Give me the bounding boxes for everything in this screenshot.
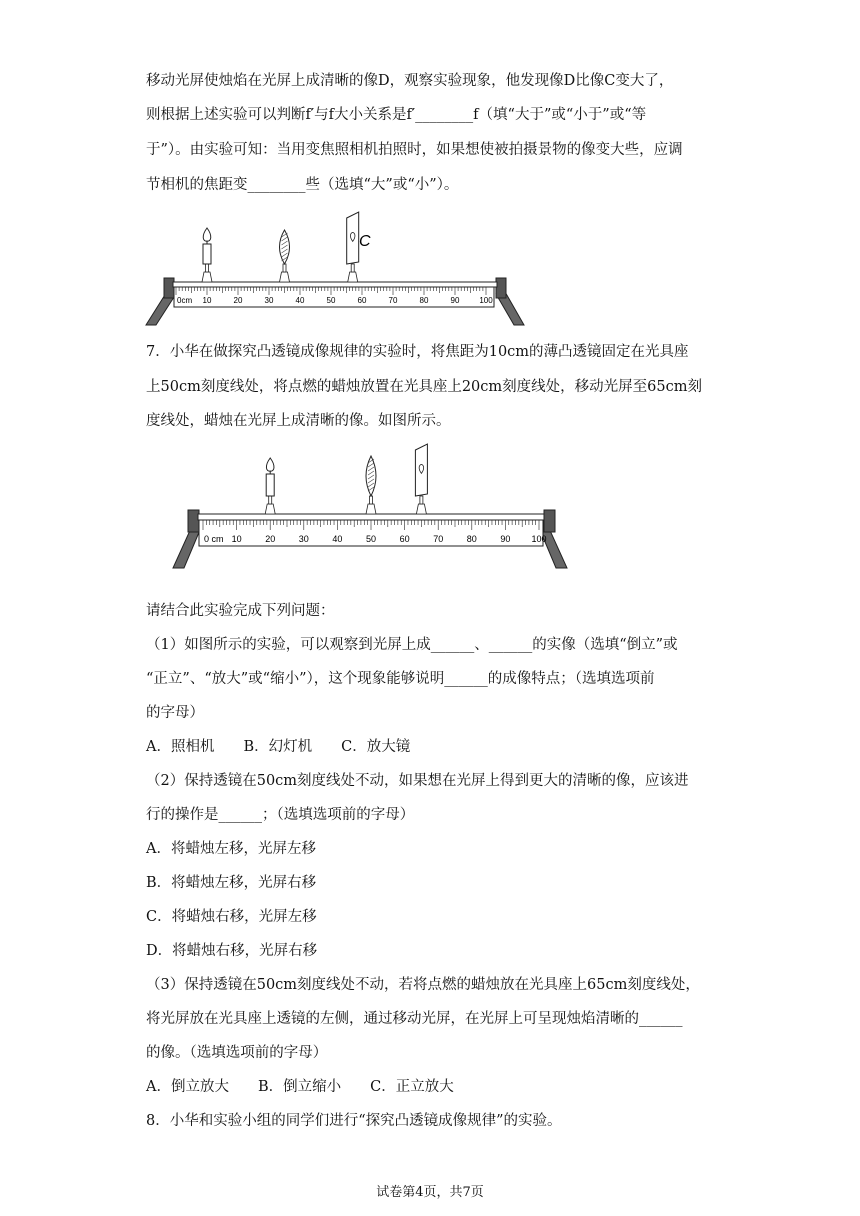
- answer-options: A．照相机 B．幻灯机 C．放大镜: [146, 739, 411, 755]
- holder-stem: [283, 264, 286, 272]
- text-line: 的像。（选填选项前的字母）: [146, 1045, 328, 1061]
- candle: [266, 474, 274, 496]
- holder-base: [366, 504, 376, 514]
- answer-option-b: B．将蜡烛左移，光屏右移: [146, 875, 317, 891]
- ruler-tick-label: 20: [265, 534, 276, 544]
- ruler-tick-label: 90: [450, 296, 460, 305]
- candle: [203, 244, 211, 264]
- ruler-tick-label: 50: [326, 296, 336, 305]
- holder-base: [265, 504, 275, 514]
- optical-bench-figure-1: [140, 210, 530, 335]
- question-7-line: 度线处，蜡烛在光屏上成清晰的像。如图所示。: [146, 413, 451, 429]
- question-8-line: 8．小华和实验小组的同学们进行“探究凸透镜成像规律”的实验。: [146, 1113, 562, 1129]
- holder-stem: [420, 496, 423, 504]
- answer-option-a: A．将蜡烛左移，光屏左移: [146, 841, 316, 857]
- page-footer: 试卷第4页，共7页: [376, 1185, 484, 1200]
- holder-stem: [206, 264, 209, 272]
- text-line: 请结合此实验完成下列问题：: [146, 603, 335, 619]
- text-line: 于”）。由实验可知：当用变焦照相机拍照时，如果想使被拍摄景物的像变大些，应调: [146, 142, 683, 158]
- ruler-tick-label: 50: [365, 534, 377, 544]
- text-line: 则根据上述实验可以判断f′与f大小关系是f′________f（填“大于”或“小于”或“等: [146, 107, 647, 123]
- text-line: 的字母）: [146, 705, 204, 721]
- text-line: （1）如图所示的实验，可以观察到光屏上成______、______的实像（选填“倒立”或: [146, 637, 678, 653]
- ruler-tick-label: 70: [433, 534, 444, 544]
- answer-option-c: C．将蜡烛右移，光屏左移: [146, 909, 317, 925]
- rail: [198, 514, 544, 520]
- ruler-tick-label: 0cm: [177, 296, 193, 305]
- left-end-block: [188, 510, 199, 532]
- candle-flame: [203, 228, 211, 241]
- right-end-block: [496, 278, 506, 298]
- holder-base: [348, 272, 358, 282]
- left-end-block: [164, 278, 174, 298]
- ruler-tick-label: 80: [419, 296, 429, 305]
- ruler-tick-label: 90: [500, 534, 511, 544]
- text-line: “正立”、“放大”或“缩小”），这个现象能够说明______的成像特点；（选填选项前: [146, 671, 655, 687]
- ruler-tick-label: 80: [466, 534, 477, 544]
- question-7-line: 7．小华在做探究凸透镜成像规律的实验时，将焦距为10cm的薄凸透镜固定在光具座: [146, 344, 689, 360]
- text-line: 移动光屏使烛焰在光屏上成清晰的像D，观察实验现象，他发现像D比像C变大了，: [146, 73, 674, 89]
- rail: [173, 282, 497, 287]
- ruler-tick-label: 100: [531, 534, 547, 544]
- ruler-tick-label: 60: [399, 534, 410, 544]
- answer-options: A．倒立放大 B．倒立缩小 C．正立放大: [146, 1079, 454, 1095]
- candle-flame: [266, 458, 274, 471]
- holder-base: [202, 272, 212, 282]
- ruler-tick-label: 30: [264, 296, 274, 305]
- text-line: 将光屏放在光具座上透镜的左侧，通过移动光屏，在光屏上可呈现烛焰清晰的______: [146, 1011, 683, 1027]
- right-end-block: [544, 510, 555, 532]
- ruler-tick-label: 40: [295, 296, 305, 305]
- text-line: （3）保持透镜在50cm刻度线处不动，若将点燃的蜡烛放在光具座上65cm刻度线处，: [146, 977, 700, 993]
- ruler-tick-label: 10: [202, 296, 212, 305]
- ruler-tick-label: 100: [479, 296, 493, 305]
- answer-option-d: D．将蜡烛右移，光屏右移: [146, 943, 318, 959]
- text-line: 节相机的焦距变________些（选填“大”或“小”）。: [146, 177, 459, 193]
- text-line: 行的操作是______；（选填选项前的字母）: [146, 807, 415, 823]
- holder-stem: [269, 496, 272, 504]
- question-7-line: 上50cm刻度线处，将点燃的蜡烛放置在光具座上20cm刻度线处，移动光屏至65cm刻: [146, 379, 702, 395]
- ruler-tick-label: 20: [233, 296, 243, 305]
- holder-base: [416, 504, 426, 514]
- ruler-tick-label: 70: [388, 296, 398, 305]
- optical-bench-figure-2: [170, 448, 570, 573]
- holder-base: [280, 272, 290, 282]
- text-line: （2）保持透镜在50cm刻度线处不动，如果想在光屏上得到更大的清晰的像，应该进: [146, 773, 689, 789]
- screen-label-C: C: [359, 233, 371, 250]
- ruler-tick-label: 10: [231, 534, 242, 544]
- ruler-tick-label: 40: [332, 534, 343, 544]
- ruler-tick-label: 0 cm: [204, 534, 224, 544]
- holder-stem: [370, 496, 373, 504]
- ruler-tick-label: 30: [298, 534, 309, 544]
- holder-stem: [351, 264, 354, 272]
- ruler-tick-label: 60: [357, 296, 367, 305]
- convex-lens: [366, 456, 376, 496]
